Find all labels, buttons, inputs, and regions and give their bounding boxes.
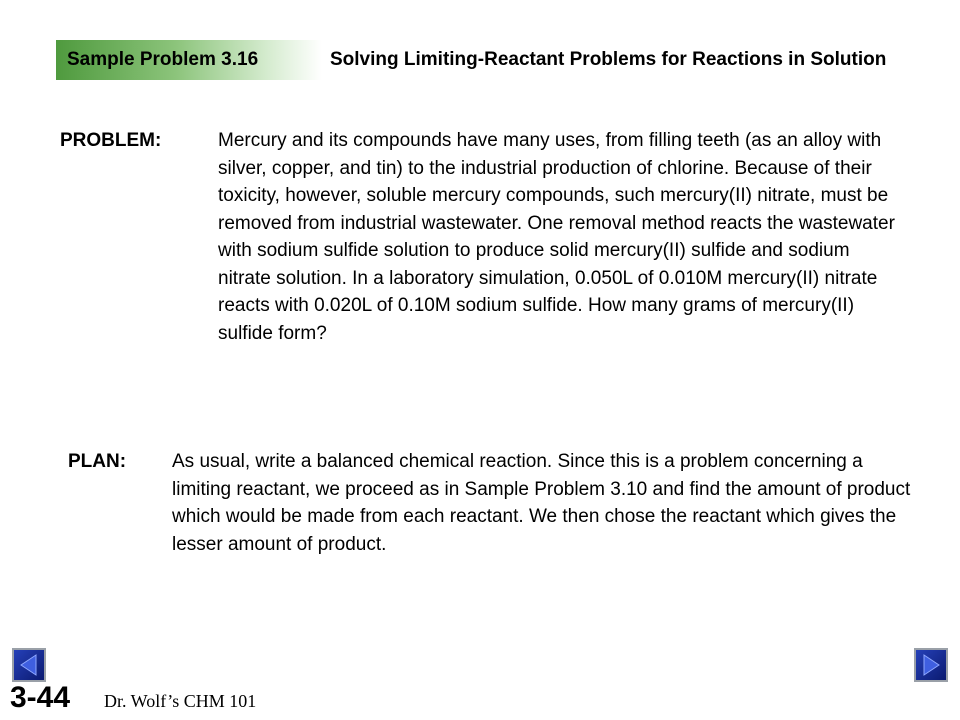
slide-number: 3-44: [10, 681, 71, 714]
sample-problem-label: Sample Problem 3.16: [56, 40, 322, 80]
problem-text: Mercury and its compounds have many uses, from filling teeth (as an alloy with silver, copper, and tin) to the industrial production of chlorine. Because of their toxicity, however, soluble mercury compounds, such mercury(II) nitrate, must be removed from industrial wastewater. One removal method reacts the wastewater with sodium sulfide solution to produce solid mercury(II) sulfide and sodium nitrate solution. In a laboratory simulation, 0.050L of 0.010M mercury(II) nitrate reacts with 0.020L of 0.10M sodium sulfide. How many grams of mercury(II) sulfide form?: [218, 130, 895, 344]
plan-label: PLAN:: [68, 451, 127, 472]
previous-slide-button[interactable]: [12, 648, 46, 682]
triangle-left-icon: [14, 650, 44, 680]
problem-label: PROBLEM:: [60, 130, 162, 151]
plan-text: As usual, write a balanced chemical reaction. Since this is a problem concerning a limiting reactant, we proceed as in Sample Problem 3.10 and find the amount of product which would be made from each reactant. We then chose the reactant which gives the lesser amount of product.: [172, 451, 911, 555]
next-slide-button[interactable]: [914, 648, 948, 682]
slide-title: Solving Limiting-Reactant Problems for Reactions in Solution: [330, 49, 887, 70]
triangle-right-icon: [916, 650, 946, 680]
footer-credit: Dr. Wolf’s CHM 101: [104, 691, 257, 711]
